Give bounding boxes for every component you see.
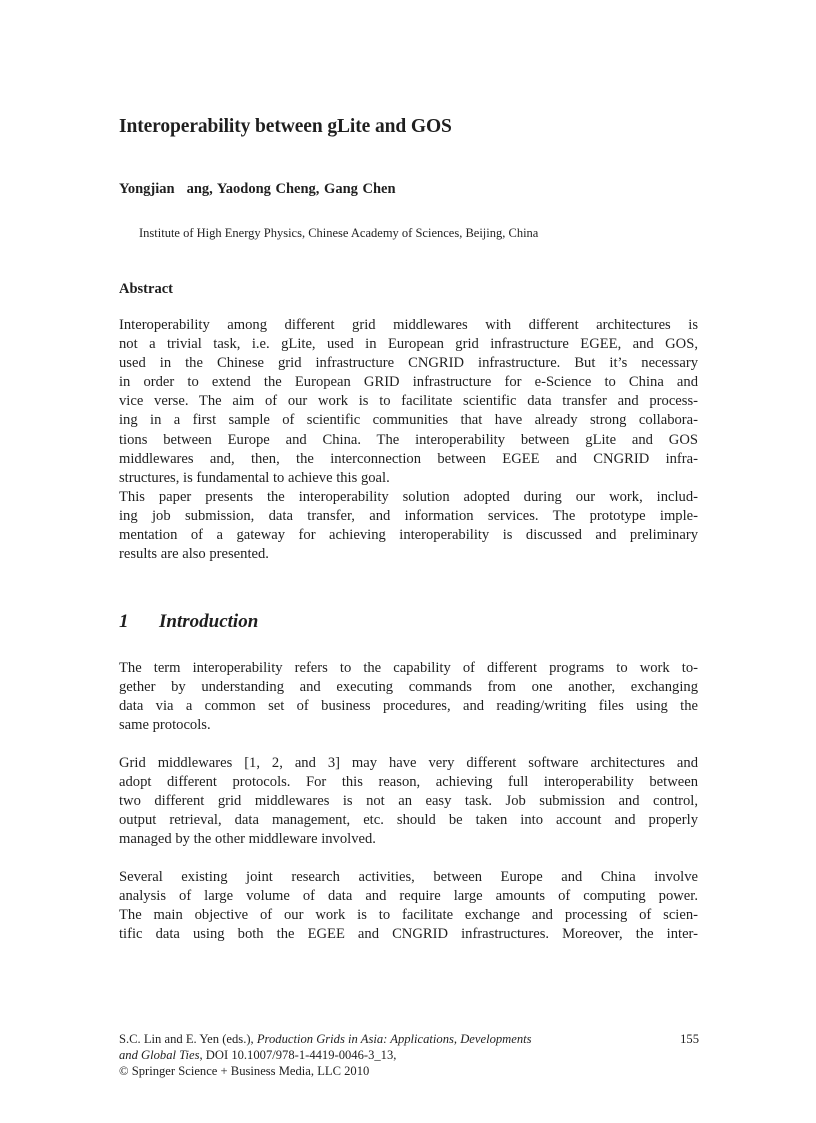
intro-paragraph-1 [119, 659, 698, 735]
text-line: results are also presented. [119, 546, 269, 563]
text-line: gether by understanding and executing commands from one another, exchanging [119, 679, 698, 696]
section-number: 1 [119, 611, 129, 632]
text-line: mentation of a gateway for achieving interoperability is discussed and preliminary [119, 527, 698, 544]
text-line: analysis of large volume of data and require large amounts of computing power. [119, 888, 698, 905]
text-line: tions between Europe and China. The interoperability between gLite and GOS [119, 431, 698, 448]
book-title-continued: and Global Ties [119, 1048, 200, 1062]
text-line: The term interoperability refers to the capability of different programs to work to- [119, 660, 698, 676]
author-list [119, 181, 396, 198]
section-heading [119, 611, 258, 633]
text-line: data via a common set of business procedures, and reading/writing files using the [119, 698, 698, 715]
author-names-rest: ang, Yaodong Cheng, Gang Chen [186, 181, 396, 197]
doi: , DOI 10.1007/978-1-4419-0046-3_13, [199, 1048, 397, 1062]
text-line: Interoperability among different grid middlewares with different architectures is [119, 317, 698, 333]
text-line: ing job submission, data transfer, and information services. The prototype imple- [119, 508, 698, 525]
text-line: same protocols. [119, 717, 211, 734]
author-first-name: Yongjian [119, 181, 175, 197]
intro-paragraph-3 [119, 868, 698, 944]
text-line: The main objective of our work is to facilitate exchange and processing of scien- [119, 907, 698, 924]
page-number: 155 [680, 1032, 699, 1046]
editors: S.C. Lin and E. Yen (eds.), [119, 1032, 254, 1046]
text-line: not a trivial task, i.e. gLite, used in European grid infrastructure EGEE, and GOS, [119, 336, 698, 353]
text-line: adopt different protocols. For this reason, achieving full interoperability between [119, 774, 698, 791]
book-title: Production Grids in Asia: Applications, Developments [256, 1032, 532, 1046]
text-line: managed by the other middleware involved. [119, 831, 376, 848]
text-line: Several existing joint research activities, between Europe and China involve [119, 869, 698, 885]
text-line: middlewares and, then, the interconnection between EGEE and CNGRID infra- [119, 450, 698, 467]
page-footer [119, 1031, 699, 1079]
abstract-heading: Abstract [119, 281, 173, 297]
text-line: This paper presents the interoperability solution adopted during our work, includ- [119, 489, 698, 505]
abstract-paragraph-1 [119, 316, 698, 488]
affiliation: Institute of High Energy Physics, Chinese Academy of Sciences, Beijing, China [139, 226, 539, 240]
intro-paragraph-2 [119, 754, 698, 849]
text-line: tific data using both the EGEE and CNGRID infrastructures. Moreover, the inter- [119, 926, 698, 943]
text-line: output retrieval, data management, etc. should be taken into account and properly [119, 812, 698, 829]
paper-title: Interoperability between gLite and GOS [119, 116, 452, 137]
text-line: used in the Chinese grid infrastructure CNGRID infrastructure. But it’s necessary [119, 355, 698, 372]
citation-line-1 [119, 1031, 699, 1047]
text-line: structures, is fundamental to achieve this goal. [119, 469, 390, 486]
text-line: in order to extend the European GRID infrastructure for e-Science to China and [119, 374, 698, 391]
text-line: ing in a first sample of scientific communities that have already strong collabora- [119, 412, 698, 429]
citation-line-2 [119, 1047, 699, 1063]
copyright: © Springer Science + Business Media, LLC 2010 [119, 1064, 370, 1078]
section-title: Introduction [159, 611, 259, 632]
text-line: Grid middlewares [1, 2, and 3] may have very different software architectures and [119, 755, 698, 771]
abstract-paragraph-2 [119, 488, 698, 564]
text-line: two different grid middlewares is not an easy task. Job submission and control, [119, 793, 698, 810]
text-line: vice verse. The aim of our work is to facilitate scientific data transfer and process- [119, 393, 698, 410]
